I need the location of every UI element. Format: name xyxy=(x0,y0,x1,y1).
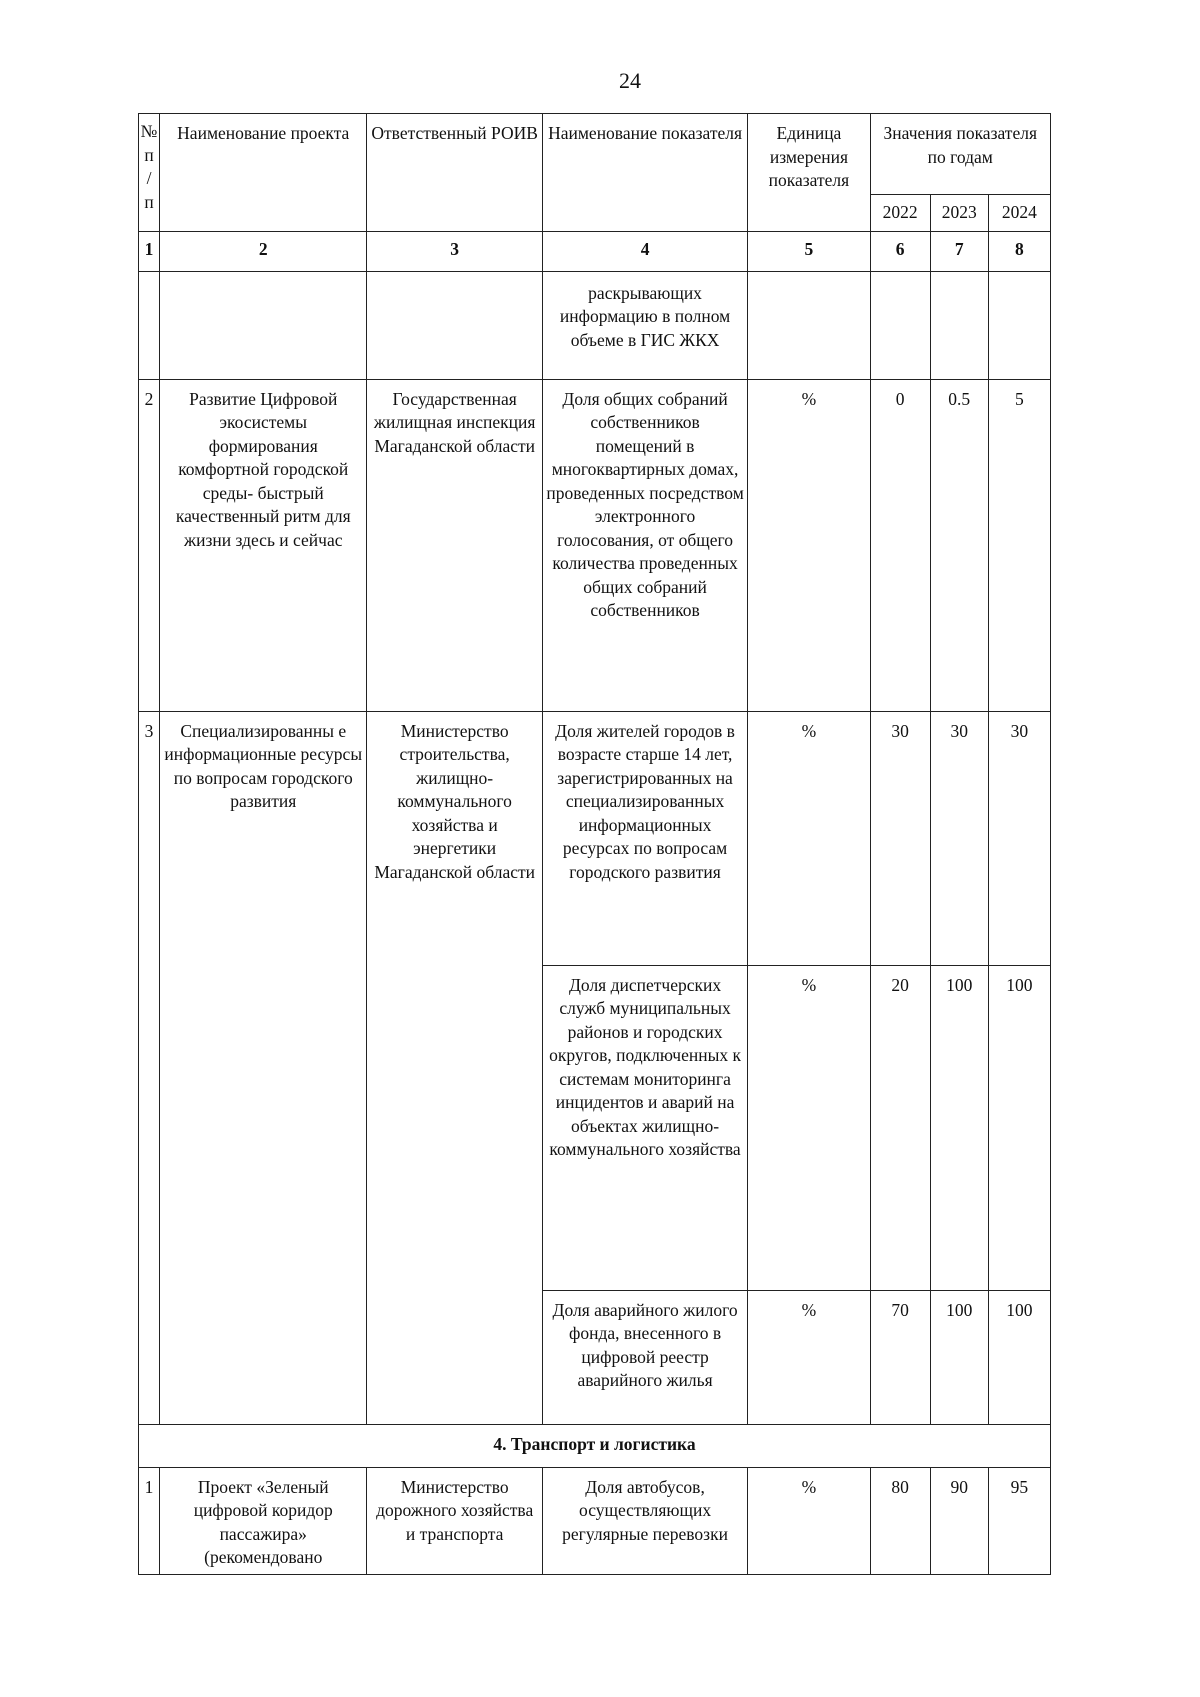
indicator-name: Доля диспетчерских служб муниципальных районов и городских округов, подключенных к системам мониторинга инцидентов и аварий на объектах жилищно-коммунального хозяйства xyxy=(542,965,747,1290)
header-year-2024: 2024 xyxy=(988,195,1050,232)
unit: % xyxy=(748,711,870,965)
col-number: 6 xyxy=(870,231,930,271)
value-2023: 30 xyxy=(930,711,988,965)
value-2022: 80 xyxy=(870,1467,930,1574)
value-2023: 0.5 xyxy=(930,379,988,711)
header-unit: Единица измерения показателя xyxy=(748,114,870,232)
col-number: 3 xyxy=(367,231,542,271)
value-2024: 95 xyxy=(988,1467,1050,1574)
col-number: 2 xyxy=(160,231,367,271)
indicator-name: Доля жителей городов в возрасте старше 14 лет, зарегистрированных на специализированных информационных ресурсах по вопросам городского развития xyxy=(542,711,747,965)
value-2022 xyxy=(870,271,930,379)
table-row xyxy=(139,379,1051,711)
header-roiv: Ответственный РОИВ xyxy=(367,114,542,232)
project-name: Специализированны е информационные ресурсы по вопросам городского развития xyxy=(160,711,367,1424)
table-row xyxy=(139,711,1051,965)
unit: % xyxy=(748,965,870,1290)
indicator-name: Доля аварийного жилого фонда, внесенного в цифровой реестр аварийного жилья xyxy=(542,1290,747,1424)
value-2022: 30 xyxy=(870,711,930,965)
unit: % xyxy=(748,1467,870,1574)
indicator-name: Доля автобусов, осуществляющих регулярные перевозки xyxy=(542,1467,747,1574)
header-year-2022: 2022 xyxy=(870,195,930,232)
col-number: 1 xyxy=(139,231,160,271)
responsible-roiv: Государственная жилищная инспекция Магаданской области xyxy=(367,379,542,711)
indicator-name: раскрывающих информацию в полном объеме в ГИС ЖКХ xyxy=(542,271,747,379)
unit xyxy=(748,271,870,379)
col-number: 5 xyxy=(748,231,870,271)
col-number: 4 xyxy=(542,231,747,271)
header-year-2023: 2023 xyxy=(930,195,988,232)
header-project: Наименование проекта xyxy=(160,114,367,232)
project-name xyxy=(160,271,367,379)
responsible-roiv: Министерство строительства, жилищно-коммунального хозяйства и энергетики Магаданской области xyxy=(367,711,542,1424)
table-row xyxy=(139,271,1051,379)
page-number: 24 xyxy=(619,68,641,93)
value-2024: 100 xyxy=(988,965,1050,1290)
header-values: Значения показателя по годам xyxy=(870,114,1050,195)
row-num: 3 xyxy=(139,711,160,1424)
value-2024 xyxy=(988,271,1050,379)
value-2024: 100 xyxy=(988,1290,1050,1424)
responsible-roiv: Министерство дорожного хозяйства и транспорта xyxy=(367,1467,542,1574)
value-2022: 70 xyxy=(870,1290,930,1424)
section-title: 4. Транспорт и логистика xyxy=(139,1424,1051,1467)
section-header-row xyxy=(139,1424,1051,1467)
project-name: Проект «Зеленый цифровой коридор пассажира» (рекомендовано xyxy=(160,1467,367,1574)
col-number: 8 xyxy=(988,231,1050,271)
row-num: 1 xyxy=(139,1467,160,1574)
value-2024: 30 xyxy=(988,711,1050,965)
value-2023: 100 xyxy=(930,965,988,1290)
value-2022: 0 xyxy=(870,379,930,711)
value-2022: 20 xyxy=(870,965,930,1290)
value-2023: 100 xyxy=(930,1290,988,1424)
unit: % xyxy=(748,379,870,711)
row-num xyxy=(139,271,160,379)
responsible-roiv xyxy=(367,271,542,379)
value-2024: 5 xyxy=(988,379,1050,711)
table-row xyxy=(139,1467,1051,1574)
indicator-name: Доля общих собраний собственников помещений в многоквартирных домах, проведенных посредством электронного голосования, от общего количества проведенных общих собраний собственников xyxy=(542,379,747,711)
col-number: 7 xyxy=(930,231,988,271)
value-2023: 90 xyxy=(930,1467,988,1574)
header-num: № п / п xyxy=(139,114,160,232)
value-2023 xyxy=(930,271,988,379)
indicators-table xyxy=(138,113,1051,1575)
row-num: 2 xyxy=(139,379,160,711)
project-name: Развитие Цифровой экосистемы формирования комфортной городской среды- быстрый качественный ритм для жизни здесь и сейчас xyxy=(160,379,367,711)
header-indicator: Наименование показателя xyxy=(542,114,747,232)
unit: % xyxy=(748,1290,870,1424)
